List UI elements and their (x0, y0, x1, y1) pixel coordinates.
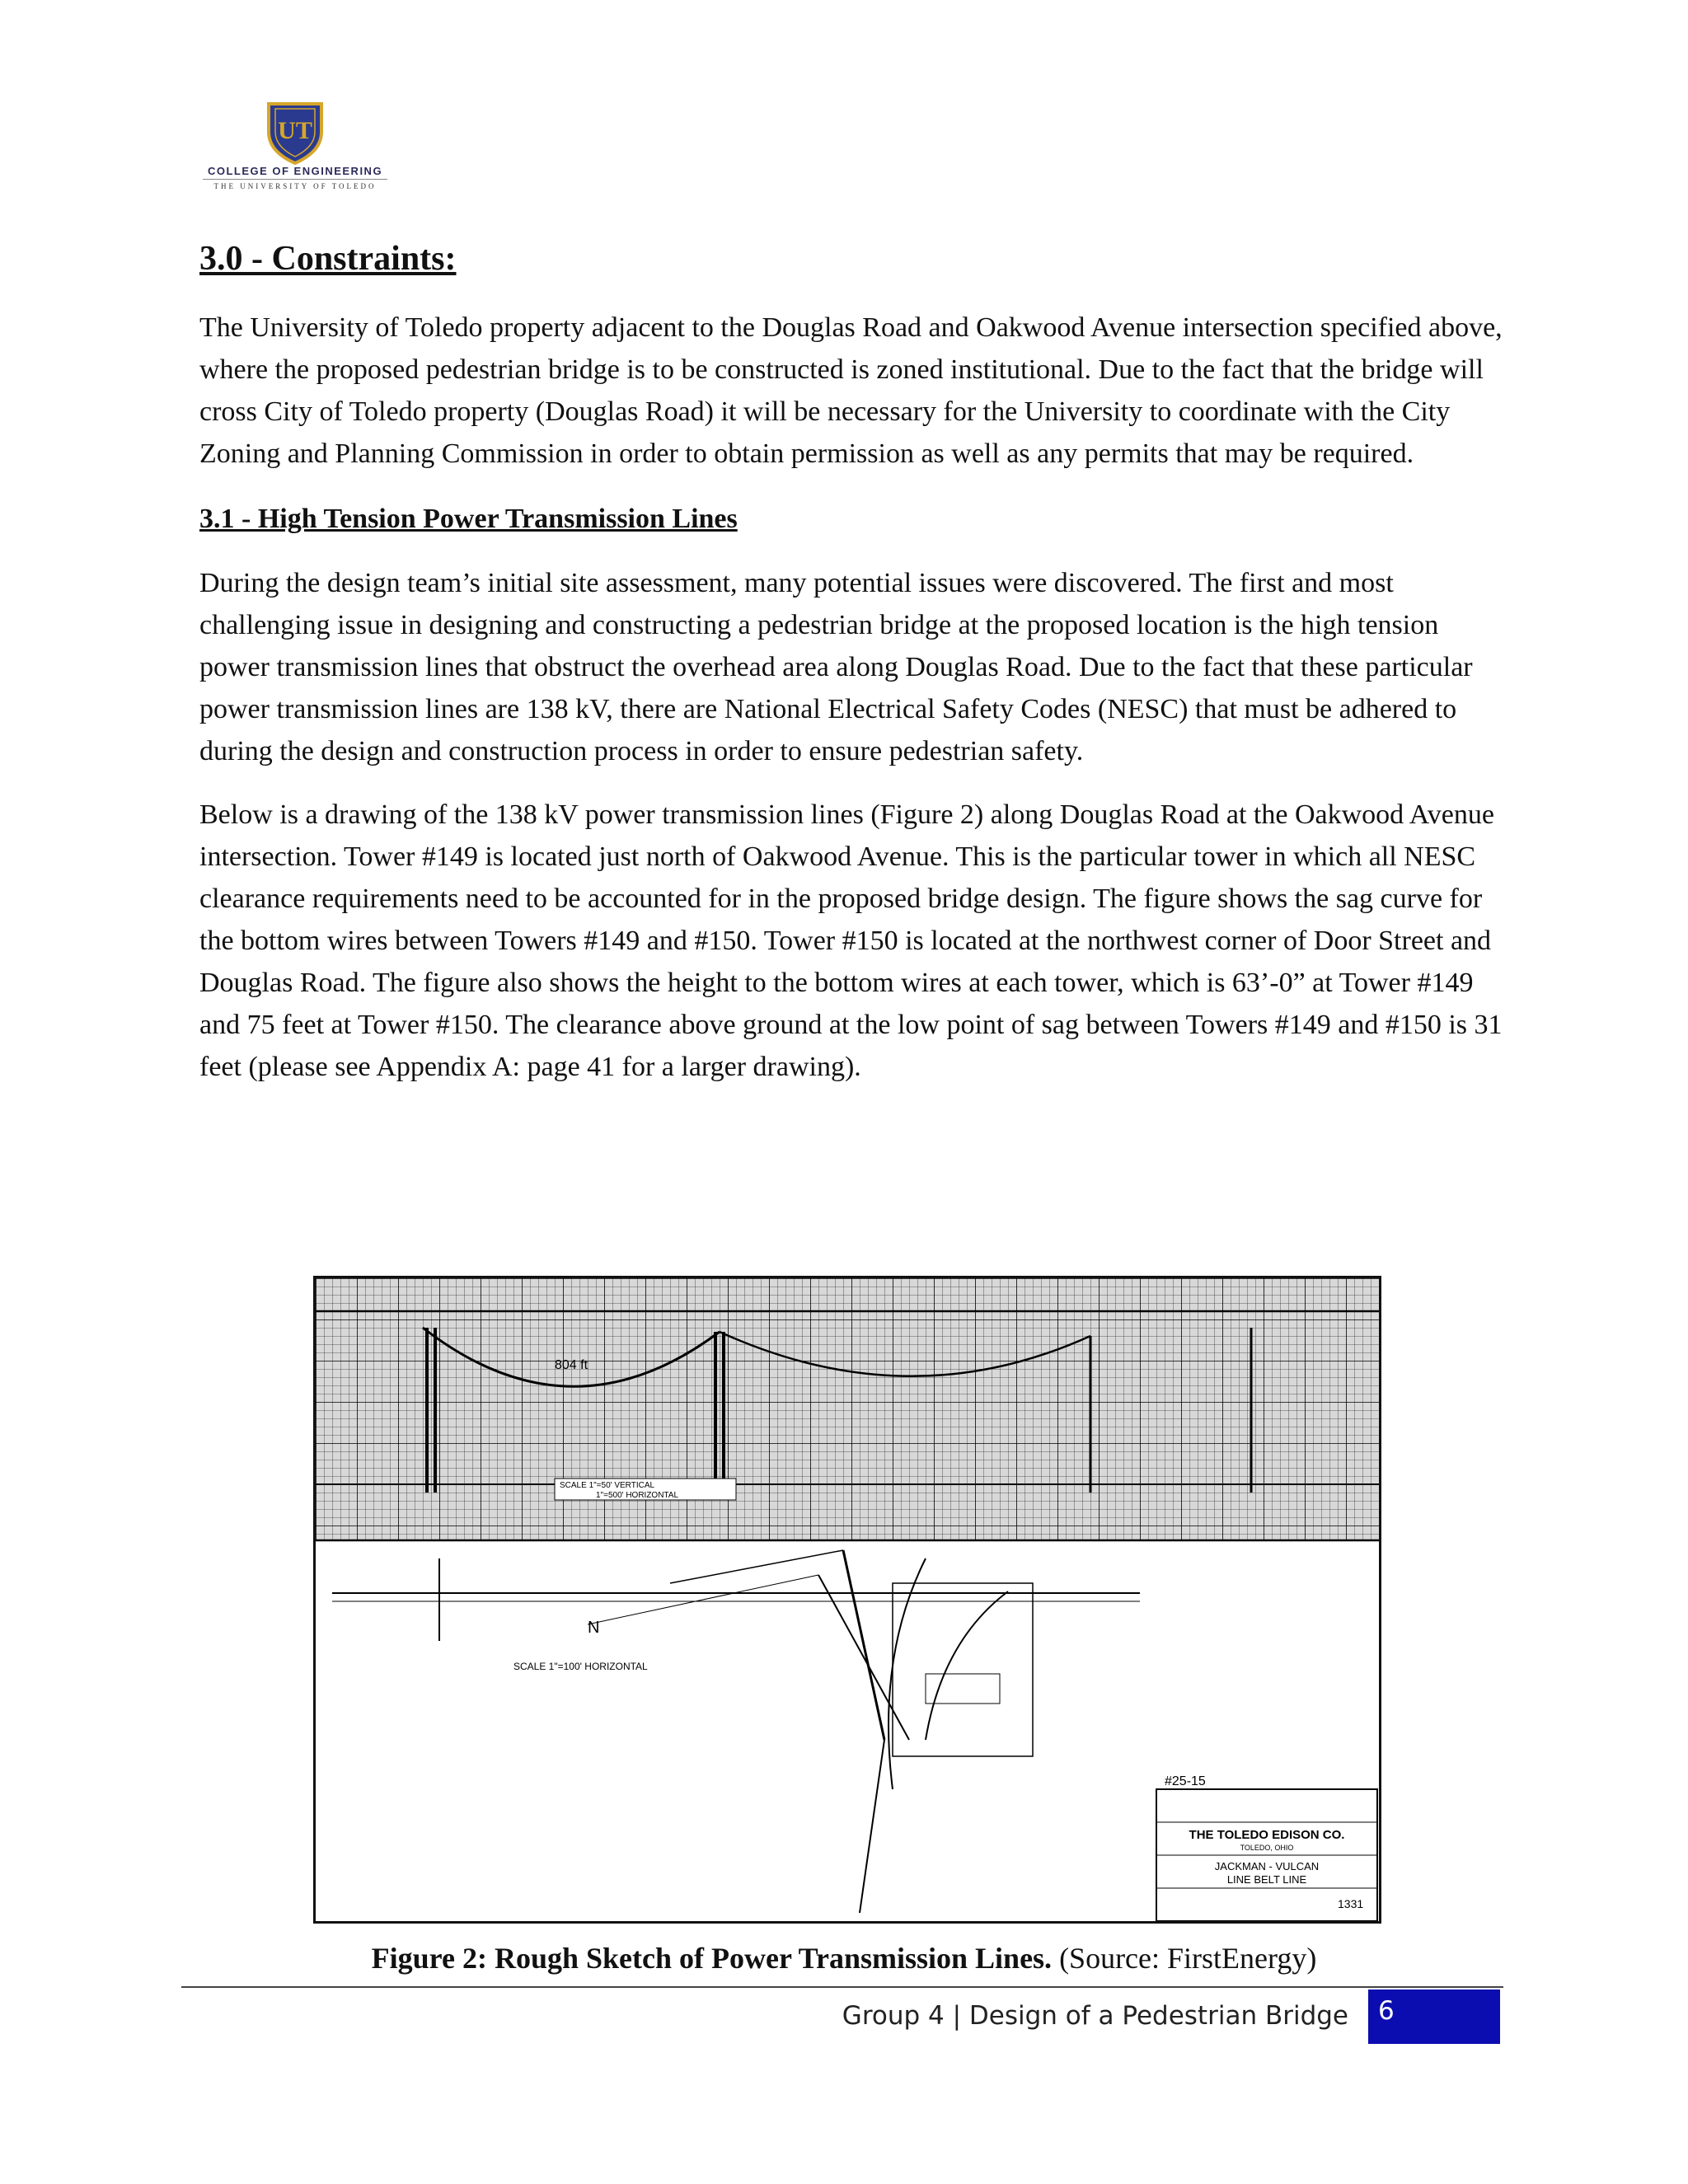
logo-monogram: UT (278, 117, 312, 144)
college-name: COLLEGE OF ENGINEERING (207, 165, 383, 177)
shield-icon (196, 101, 394, 165)
span-label: 804 ft (555, 1358, 588, 1372)
university-name: THE UNIVERSITY OF TOLEDO (213, 182, 377, 190)
figure-caption (0, 1938, 1688, 1978)
north-arrow: N (588, 1619, 600, 1637)
university-logo (196, 101, 394, 193)
section-title: 3.0 - Constraints: (199, 240, 457, 278)
scale-vertical-label: SCALE 1"=50' VERTICAL (560, 1481, 655, 1490)
section-paragraph: The University of Toledo property adjacent to the Douglas Road and Oakwood Avenue intersection specified above, where the proposed pedestrian bridge is to be constructed is zoned institutional. Due to the fact that the bridge will cross City of Toledo property (Douglas Road) it will be necessary for the University to coordinate with the City Zoning and Planning Commission in order to obtain permission as well as any permits that may be required. (199, 312, 1503, 469)
subsection-paragraph-2: Below is a drawing of the 138 kV power transmission lines (Figure 2) along Douglas Road at the Oakwood Avenue intersection. Tower #149 is located just north of Oakwood Avenue. This is the particular tower in which all NESC clearance requirements need to be accounted for in the proposed bridge design. The figure shows the sag curve for the bottom wires between Towers #149 and #150. Tower #150 is located at the northwest corner of Door Street and Douglas Road. The figure also shows the height to the bottom wires at each tower, which is 63’-0” at Tower #149 and 75 feet at Tower #150. The clearance above ground at the low point of sag between Towers #149 and #150 is 31 feet (please see Appendix A: page 41 for a larger drawing). (199, 799, 1503, 1082)
title-line-2: LINE BELT LINE (1226, 1873, 1307, 1886)
caption-title: Figure 2: Rough Sketch of Power Transmission Lines. (371, 1942, 1053, 1975)
logo-divider (203, 179, 387, 180)
title-company: THE TOLEDO EDISON CO. (1189, 1828, 1345, 1842)
drawing-number: 1331 (1338, 1897, 1364, 1910)
subsection-title: 3.1 - High Tension Power Transmission Lines (199, 504, 738, 534)
plan-scale-label: SCALE 1"=100' HORIZONTAL (513, 1661, 648, 1672)
plan-view (332, 1550, 1140, 1913)
sheet-tag: #25-15 (1165, 1774, 1206, 1788)
profile-grid (316, 1278, 1379, 1540)
subsection-paragraph-1: During the design team’s initial site assessment, many potential issues were discovered. The first and most challenging issue in designing and constructing a pedestrian bridge at the proposed location is the high tension power transmission lines that obstruct the overhead area along Douglas Road. Due to the fact that these particular power transmission lines are 138 kV, there are National Electrical Safety Codes (NESC) that must be adhered to during the design and construction process in order to ensure pedestrian safety. (199, 568, 1473, 766)
scale-horizontal-label: 1"=500' HORIZONTAL (596, 1491, 679, 1500)
title-line-1: JACKMAN - VULCAN (1214, 1860, 1320, 1872)
footer-divider (181, 1986, 1503, 1988)
caption-source: (Source: FirstEnergy) (1052, 1942, 1317, 1975)
transmission-line-drawing (313, 1276, 1381, 1924)
drawing-svg (316, 1278, 1379, 1921)
page-number-box (1368, 1990, 1500, 2044)
page-number: 6 (1378, 1996, 1395, 2026)
title-city: TOLEDO, OHIO (1240, 1844, 1294, 1852)
footer-title: Group 4 | Design of a Pedestrian Bridge (842, 2001, 1348, 2031)
document-body (199, 236, 1510, 1088)
